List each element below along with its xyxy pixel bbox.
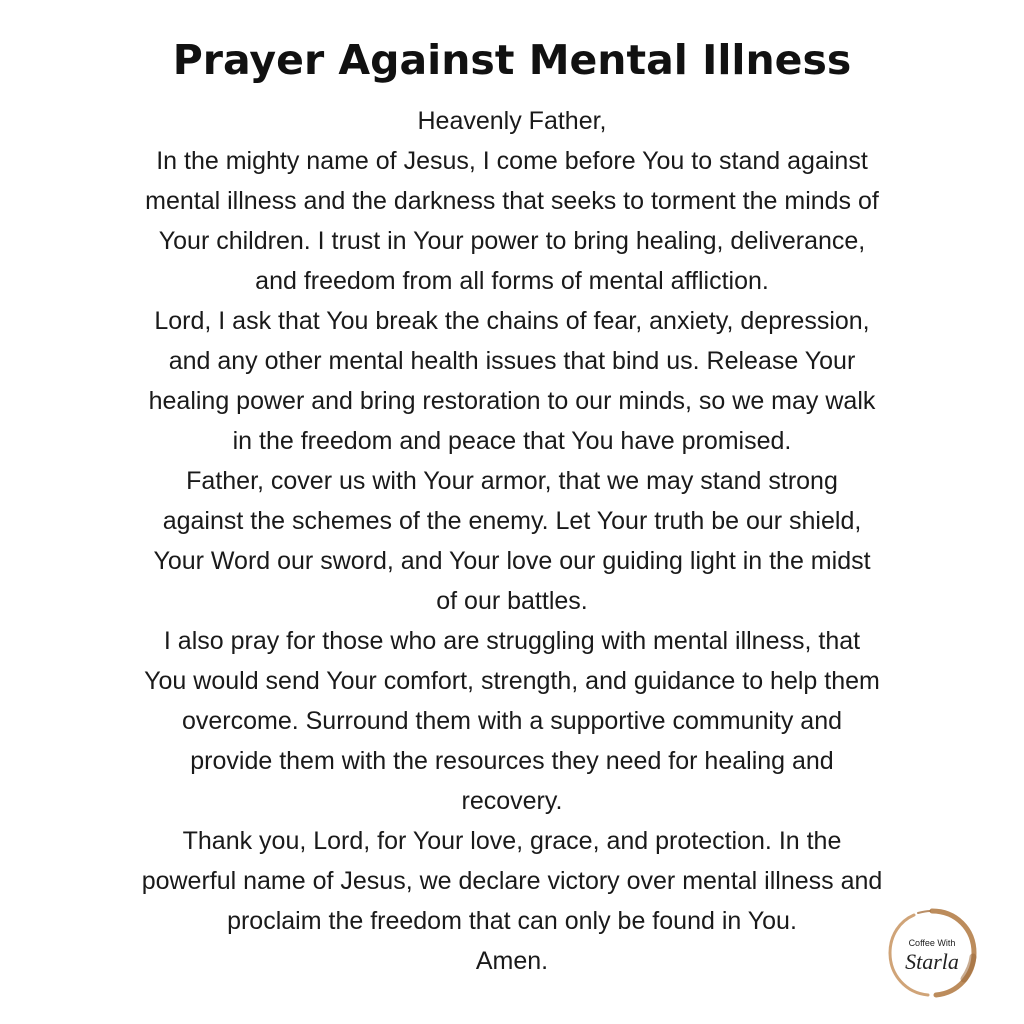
prayer-line: In the mighty name of Jesus, I come before You to stand against	[156, 147, 868, 175]
prayer-line: Heavenly Father,	[417, 107, 607, 135]
logo-text-script: Starla	[905, 949, 959, 974]
prayer-line: I also pray for those who are struggling with mental illness, that	[163, 627, 861, 655]
prayer-line: proclaim the freedom that can only be found in You.	[227, 907, 797, 935]
prayer-line: powerful name of Jesus, we declare victory over mental illness and	[141, 867, 883, 895]
prayer-line: recovery.	[461, 787, 563, 815]
prayer-line: Father, cover us with Your armor, that we may stand strong	[186, 467, 838, 495]
prayer-line: and freedom from all forms of mental affliction.	[255, 267, 769, 295]
prayer-line: Amen.	[475, 947, 549, 975]
prayer-line: and any other mental health issues that bind us. Release Your	[168, 347, 856, 375]
prayer-line: of our battles.	[436, 587, 588, 615]
prayer-body	[50, 101, 974, 981]
prayer-line: against the schemes of the enemy. Let Your truth be our shield,	[162, 507, 862, 535]
page-title: Prayer Against Mental Illness	[172, 36, 852, 84]
prayer-line: Lord, I ask that You break the chains of fear, anxiety, depression,	[154, 307, 870, 335]
coffee-with-starla-logo	[884, 905, 980, 1001]
prayer-line: Thank you, Lord, for Your love, grace, and protection. In the	[182, 827, 842, 855]
prayer-line: You would send Your comfort, strength, and guidance to help them	[144, 667, 880, 695]
logo-text-top: Coffee With	[908, 938, 956, 948]
prayer-line: provide them with the resources they need for healing and	[190, 747, 834, 775]
prayer-line: mental illness and the darkness that seeks to torment the minds of	[145, 187, 879, 215]
prayer-line: Your Word our sword, and Your love our guiding light in the midst	[153, 547, 871, 575]
prayer-line: overcome. Surround them with a supportive community and	[181, 707, 843, 735]
prayer-line: in the freedom and peace that You have promised.	[232, 427, 792, 455]
prayer-line: healing power and bring restoration to our minds, so we may walk	[148, 387, 876, 415]
prayer-line: Your children. I trust in Your power to bring healing, deliverance,	[158, 227, 866, 255]
